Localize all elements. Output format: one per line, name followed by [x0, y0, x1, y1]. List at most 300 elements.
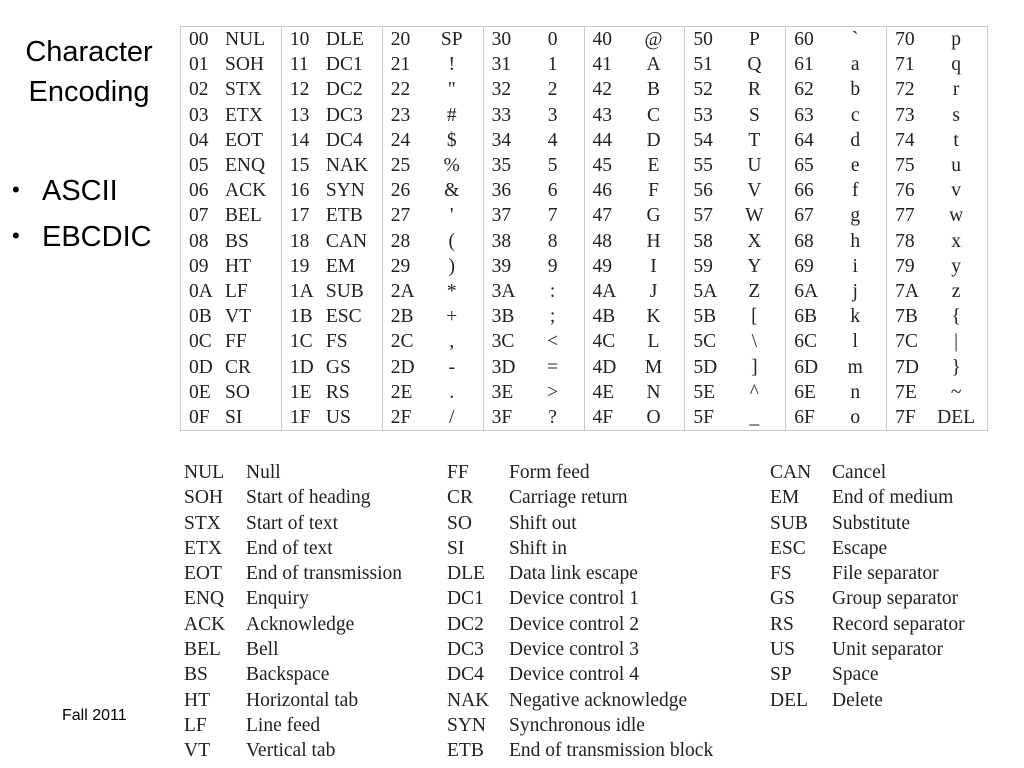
legend-row	[447, 511, 713, 536]
hex-code: 2F	[390, 406, 412, 428]
character: c	[850, 104, 860, 126]
hex-code: 76	[895, 180, 915, 202]
hex-code: 37	[491, 205, 512, 227]
hex-code: 5F	[693, 406, 714, 428]
hex-code: 0B	[189, 306, 212, 328]
hex-code: 00	[189, 29, 209, 51]
legend-abbreviation: FS	[770, 563, 792, 585]
table-cell	[483, 405, 584, 431]
hex-code: 29	[390, 255, 411, 277]
legend-description: File separator	[832, 563, 939, 585]
table-cell	[382, 203, 483, 228]
hex-code: 2C	[390, 331, 414, 353]
legend-abbreviation: DEL	[770, 689, 808, 711]
hex-code: 44	[592, 129, 612, 151]
character: RS	[325, 381, 350, 403]
hex-code: 01	[189, 54, 209, 76]
table-cell	[786, 128, 887, 153]
legend-row	[770, 485, 965, 510]
table-row	[181, 405, 988, 431]
legend-row	[770, 511, 965, 536]
character: {	[951, 306, 961, 328]
hex-code: 08	[189, 230, 209, 252]
hex-code: 34	[491, 129, 512, 151]
hex-code: 55	[693, 155, 713, 177]
hex-code: 53	[693, 104, 713, 126]
legend-description: Null	[246, 462, 281, 483]
character: o	[850, 406, 861, 428]
character: ACK	[225, 180, 267, 202]
table-cell	[887, 329, 988, 354]
character: BEL	[225, 205, 262, 227]
hex-code: 09	[189, 255, 209, 277]
table-cell	[584, 229, 685, 254]
hex-code: 0E	[189, 381, 211, 403]
table-cell	[281, 128, 382, 153]
legend-row	[447, 561, 713, 586]
character: C	[646, 104, 660, 126]
character: j	[852, 280, 858, 302]
hex-code: 66	[794, 180, 814, 202]
table-cell	[584, 405, 685, 431]
legend-abbreviation: EOT	[184, 563, 222, 585]
character: &	[444, 180, 460, 202]
table-cell	[281, 77, 382, 102]
character: #	[446, 104, 457, 126]
hex-code: 4C	[592, 331, 616, 353]
legend-abbreviation: DC4	[447, 664, 484, 686]
table-cell	[685, 52, 786, 77]
table-cell	[281, 405, 382, 431]
table-cell	[685, 405, 786, 431]
legend-description: Escape	[832, 537, 888, 559]
character: ESC	[325, 306, 362, 328]
character: U	[747, 155, 762, 177]
legend-description: Start of text	[246, 512, 339, 534]
character: DC4	[325, 129, 363, 151]
legend-abbreviation: ESC	[770, 537, 806, 559]
character: G	[646, 205, 661, 227]
legend-description: Negative acknowledge	[509, 689, 688, 711]
legend-abbreviation: NAK	[447, 689, 490, 711]
legend-description: Backspace	[246, 664, 330, 686]
hex-code: 0C	[189, 331, 212, 353]
table-cell	[887, 203, 988, 228]
table-cell	[382, 279, 483, 304]
character: 3	[547, 104, 558, 126]
table-cell	[887, 229, 988, 254]
table-cell	[181, 103, 282, 128]
legend-abbreviation: SOH	[184, 487, 224, 509]
character: k	[850, 306, 861, 328]
table-cell	[483, 203, 584, 228]
legend-description: Record separator	[832, 613, 965, 635]
table-cell	[181, 405, 282, 431]
table-cell	[584, 52, 685, 77]
hex-code: 48	[592, 230, 612, 252]
table-cell	[281, 279, 382, 304]
table-cell	[685, 203, 786, 228]
character: r	[952, 79, 960, 101]
table-cell	[685, 329, 786, 354]
table-cell	[483, 229, 584, 254]
hex-code: 26	[390, 180, 411, 202]
table-cell	[887, 178, 988, 203]
hex-code: 19	[289, 255, 310, 277]
table-cell	[382, 304, 483, 329]
table-cell	[281, 354, 382, 379]
hex-code: 16	[289, 180, 310, 202]
table-cell	[382, 329, 483, 354]
hex-code: 65	[794, 155, 814, 177]
hex-code: 58	[693, 230, 713, 252]
table-row	[181, 77, 988, 102]
character: BS	[225, 230, 249, 252]
table-cell	[786, 380, 887, 405]
hex-code: 7D	[895, 356, 919, 378]
hex-code: 72	[895, 79, 915, 101]
table-cell	[887, 254, 988, 279]
character: 5	[547, 155, 558, 177]
table-cell	[181, 178, 282, 203]
hex-code: 1F	[289, 406, 311, 428]
table-cell	[181, 254, 282, 279]
hex-code: 4E	[592, 381, 615, 403]
legend-abbreviation: LF	[184, 714, 207, 736]
character: >	[547, 381, 559, 403]
character: SYN	[325, 180, 365, 202]
table-cell	[786, 254, 887, 279]
table-cell	[584, 128, 685, 153]
character: [	[751, 306, 758, 328]
hex-code: 71	[895, 54, 915, 76]
character: y	[951, 255, 961, 277]
hex-code: 7F	[895, 406, 916, 428]
bullet-item-ebcdic	[12, 218, 152, 264]
table-cell	[786, 304, 887, 329]
character: ]	[751, 356, 758, 378]
hex-code: 73	[895, 104, 915, 126]
legend-row	[184, 662, 402, 687]
character: T	[748, 129, 761, 151]
hex-code: 32	[491, 79, 512, 101]
table-cell	[887, 52, 988, 77]
legend-column	[447, 460, 713, 764]
legend-row	[770, 688, 965, 713]
table-row	[181, 203, 988, 228]
legend-row	[184, 586, 402, 611]
hex-code: 27	[390, 205, 411, 227]
table-cell	[786, 229, 887, 254]
hex-code: 3C	[491, 331, 515, 353]
hex-code: 6D	[794, 356, 819, 378]
character: $	[446, 129, 457, 151]
character: CR	[225, 356, 252, 378]
legend-row	[447, 637, 713, 662]
character: ETB	[325, 205, 363, 227]
legend-abbreviation: SI	[447, 537, 465, 559]
table-cell	[786, 405, 887, 431]
hex-code: 5A	[693, 280, 718, 302]
legend-row	[770, 662, 965, 687]
table-cell	[281, 329, 382, 354]
legend-description: Cancel	[832, 462, 887, 483]
character: X	[747, 230, 762, 252]
table-cell	[685, 304, 786, 329]
character: K	[646, 306, 661, 328]
character: R	[747, 79, 761, 101]
hex-code: 35	[491, 155, 512, 177]
bullet-label: EBCDIC	[42, 221, 152, 253]
character: EM	[325, 255, 356, 277]
legend-row	[184, 561, 402, 586]
hex-code: 49	[592, 255, 612, 277]
legend-abbreviation: ETB	[447, 740, 484, 762]
character: SP	[440, 29, 463, 51]
legend-row	[447, 485, 713, 510]
hex-code: 5D	[693, 356, 718, 378]
character: L	[647, 331, 660, 353]
character: 6	[547, 180, 558, 202]
hex-code: 1D	[289, 356, 314, 378]
hex-code: 4D	[592, 356, 617, 378]
hex-code: 6A	[794, 280, 819, 302]
hex-code: 67	[794, 205, 814, 227]
hex-code: 5C	[693, 331, 717, 353]
hex-code: 77	[895, 205, 915, 227]
character: SI	[225, 406, 243, 428]
table-cell	[887, 304, 988, 329]
character: FS	[325, 331, 348, 353]
hex-code: 04	[189, 129, 209, 151]
hex-code: 06	[189, 180, 209, 202]
table-cell	[281, 380, 382, 405]
bullet-label: ASCII	[42, 175, 118, 207]
character: n	[850, 381, 861, 403]
hex-code: 18	[289, 230, 310, 252]
legend-description: End of text	[246, 537, 333, 559]
table-cell	[786, 153, 887, 178]
character: ^	[749, 381, 759, 403]
legend-abbreviation: SUB	[770, 512, 808, 534]
table-cell	[483, 304, 584, 329]
character: l	[852, 331, 858, 353]
character: @	[644, 29, 663, 51]
legend-description: End of transmission block	[509, 740, 714, 762]
table-cell	[382, 103, 483, 128]
table-row	[181, 229, 988, 254]
hex-code: 74	[895, 129, 915, 151]
hex-code: 31	[491, 54, 512, 76]
character: 9	[547, 255, 558, 277]
character: DLE	[325, 29, 364, 51]
legend-description: Shift out	[509, 512, 577, 534]
hex-code: 4B	[592, 306, 616, 328]
legend-row	[447, 536, 713, 561]
character: J	[649, 280, 658, 302]
legend-abbreviation: SO	[447, 512, 472, 534]
hex-code: 2D	[390, 356, 415, 378]
table-cell	[181, 77, 282, 102]
table-cell	[786, 279, 887, 304]
hex-code: 63	[794, 104, 814, 126]
table-cell	[887, 103, 988, 128]
hex-code: 0F	[189, 406, 210, 428]
character: S	[748, 104, 760, 126]
table-row	[181, 27, 988, 53]
hex-code: 40	[592, 29, 612, 51]
character: F	[648, 180, 659, 202]
legend-description: Device control 1	[509, 588, 639, 610]
character: 2	[547, 79, 558, 101]
legend-abbreviation: ENQ	[184, 588, 225, 610]
character: u	[951, 155, 961, 177]
table-cell	[382, 229, 483, 254]
character: ETX	[225, 104, 263, 126]
table-row	[181, 380, 988, 405]
hex-code: 47	[592, 205, 612, 227]
legend-abbreviation: VT	[184, 740, 210, 762]
hex-code: 6E	[794, 381, 816, 403]
table-cell	[584, 254, 685, 279]
character: DC2	[325, 79, 363, 101]
table-cell	[685, 279, 786, 304]
table-cell	[584, 178, 685, 203]
table-cell	[281, 254, 382, 279]
table-cell	[483, 103, 584, 128]
legend-abbreviation: BS	[184, 664, 208, 686]
table-cell	[685, 354, 786, 379]
legend-abbreviation: DC3	[447, 639, 484, 661]
hex-code: 52	[693, 79, 713, 101]
legend-column	[770, 460, 965, 713]
legend-description: Shift in	[509, 537, 567, 559]
legend-abbreviation: US	[770, 639, 795, 661]
character: 8	[547, 230, 558, 252]
legend-abbreviation: DLE	[447, 563, 485, 585]
hex-code: 36	[491, 180, 512, 202]
table-cell	[887, 153, 988, 178]
character: *	[446, 280, 457, 302]
table-cell	[584, 103, 685, 128]
legend-description: End of medium	[832, 487, 954, 509]
character: ~	[950, 381, 962, 403]
hex-code: 2B	[390, 306, 414, 328]
table-cell	[685, 229, 786, 254]
table-cell	[584, 304, 685, 329]
hex-code: 70	[895, 29, 915, 51]
table-cell	[181, 354, 282, 379]
character: ?	[548, 406, 557, 428]
legend-abbreviation: ACK	[184, 613, 226, 635]
character: %	[443, 155, 460, 177]
table-cell	[483, 354, 584, 379]
character: !	[448, 54, 455, 76]
table-cell	[685, 380, 786, 405]
character: b	[850, 79, 861, 101]
legend-row	[770, 612, 965, 637]
table-cell	[887, 27, 988, 53]
slide-title: Character Encoding	[25, 36, 153, 108]
hex-code: 13	[289, 104, 310, 126]
table-cell	[382, 153, 483, 178]
table-cell	[281, 153, 382, 178]
legend-description: Delete	[832, 689, 883, 711]
character: .	[449, 381, 455, 403]
legend-description: Vertical tab	[246, 740, 336, 762]
table-cell	[685, 77, 786, 102]
table-cell	[483, 77, 584, 102]
legend-abbreviation: SP	[770, 664, 792, 686]
character: /	[449, 406, 455, 428]
table-cell	[786, 203, 887, 228]
legend-description: Device control 3	[509, 639, 639, 661]
hex-code: 45	[592, 155, 612, 177]
character: d	[850, 129, 861, 151]
table-row	[181, 52, 988, 77]
character: NAK	[325, 155, 369, 177]
legend-row	[447, 612, 713, 637]
legend-row	[447, 460, 713, 485]
character: a	[850, 54, 860, 76]
character: 4	[547, 129, 558, 151]
hex-code: 38	[491, 230, 512, 252]
character: A	[646, 54, 661, 76]
character: t	[953, 129, 959, 151]
legend-description: Synchronous idle	[509, 714, 645, 736]
legend-description: Space	[832, 664, 879, 686]
character: N	[646, 381, 661, 403]
table-cell	[382, 380, 483, 405]
table-cell	[483, 52, 584, 77]
legend-description: Group separator	[832, 588, 959, 610]
table-cell	[281, 27, 382, 53]
hex-code: 3F	[491, 406, 513, 428]
character: |	[954, 331, 959, 353]
character: w	[949, 205, 964, 227]
table-cell	[483, 27, 584, 53]
legend-row	[770, 536, 965, 561]
table-cell	[685, 153, 786, 178]
hex-code: 20	[390, 29, 411, 51]
character: \	[751, 331, 758, 353]
hex-code: 33	[491, 104, 512, 126]
table-cell	[281, 103, 382, 128]
hex-code: 17	[289, 205, 310, 227]
character: }	[951, 356, 961, 378]
character: z	[951, 280, 961, 302]
character: `	[852, 29, 859, 51]
hex-code: 0D	[189, 356, 213, 378]
character: +	[446, 306, 458, 328]
table-cell	[887, 380, 988, 405]
hex-code: 1B	[289, 306, 313, 328]
legend-description: Acknowledge	[246, 613, 355, 635]
legend-description: Unit separator	[832, 639, 944, 661]
legend-abbreviation: DC2	[447, 613, 484, 635]
character: Q	[747, 54, 762, 76]
character: GS	[325, 356, 351, 378]
character: q	[951, 54, 961, 76]
hex-code: 02	[189, 79, 209, 101]
legend-abbreviation: HT	[184, 689, 210, 711]
hex-code: 57	[693, 205, 713, 227]
legend-description: Bell	[246, 639, 279, 661]
table-cell	[483, 254, 584, 279]
hex-code: 22	[390, 79, 411, 101]
legend-row	[770, 460, 965, 485]
legend-row	[447, 662, 713, 687]
